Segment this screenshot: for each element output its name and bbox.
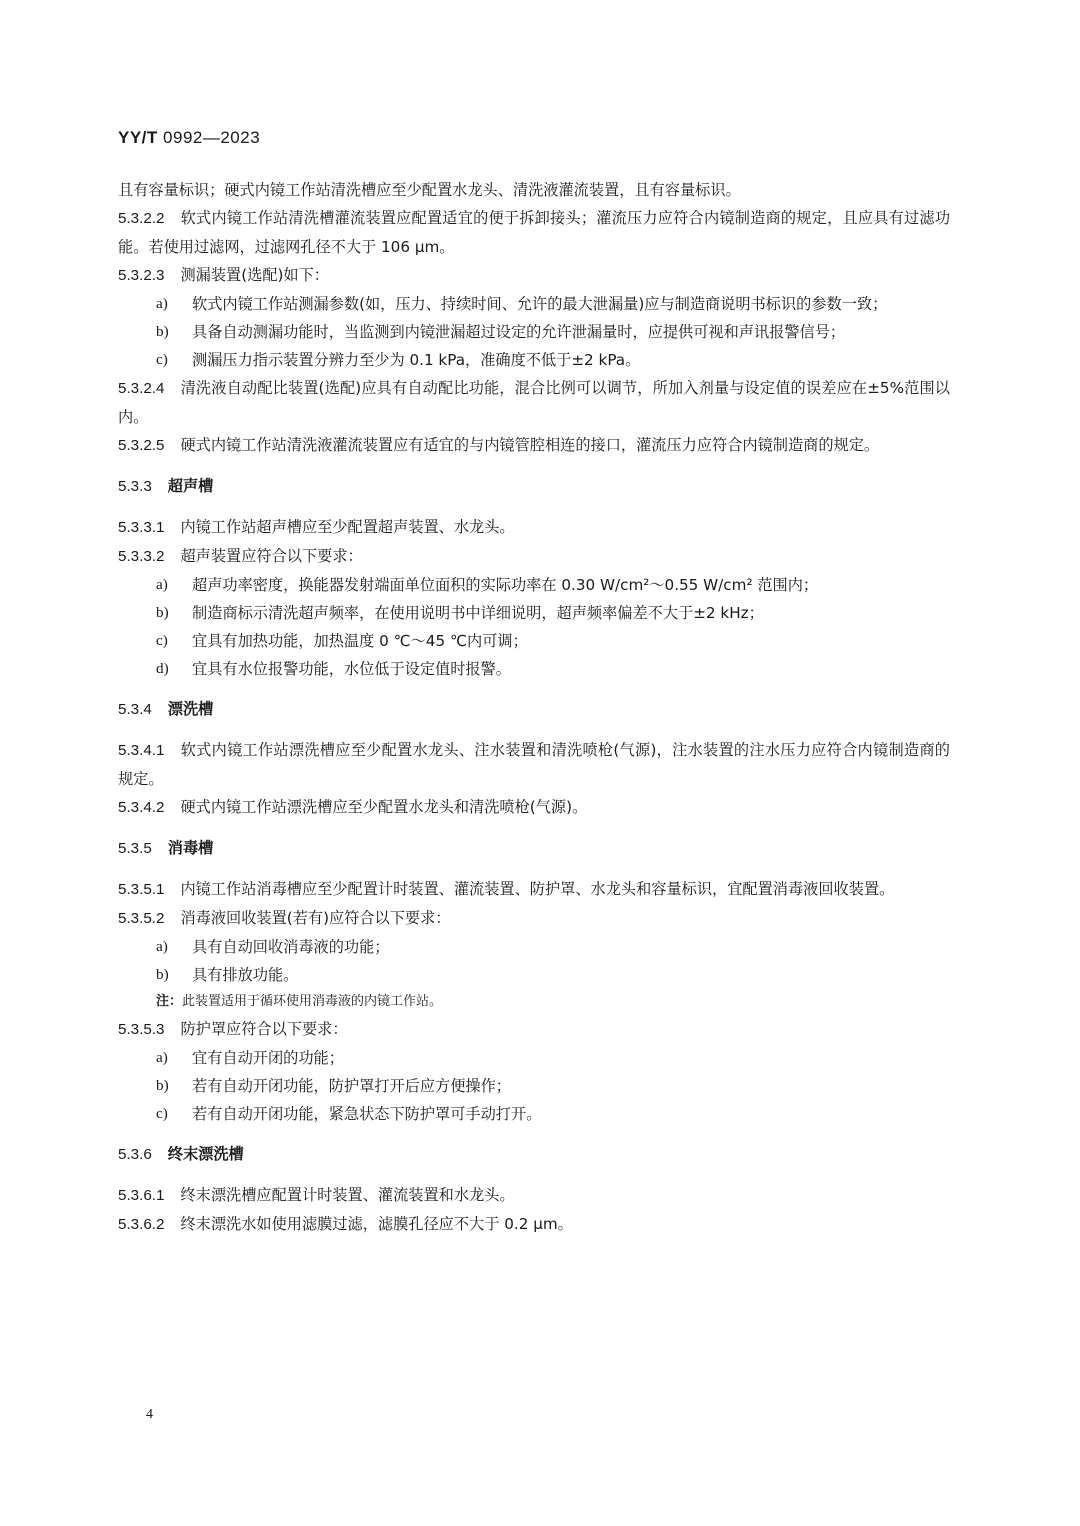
clause-paragraph: [118, 261, 950, 290]
clause-text: 防护罩应符合以下要求：: [180, 1020, 348, 1038]
list-item-text: 软式内镜工作站测漏参数(如，压力、持续时间、允许的最大泄漏量)应与制造商说明书标识的参数一致；: [192, 295, 888, 313]
section-heading: [118, 1140, 950, 1169]
clause-number: 5.3.3.1: [118, 519, 165, 536]
standard-code: YY/T: [118, 128, 158, 147]
list-item-text: 若有自动开闭功能，紧急状态下防护罩可手动打开。: [192, 1105, 542, 1123]
list-item-text: 具备自动测漏功能时，当监测到内镜泄漏超过设定的允许泄漏量时，应提供可视和声讯报警信号；: [192, 323, 846, 341]
section-heading: [118, 472, 950, 501]
clause-text: 终末漂洗水如使用滤膜过滤，滤膜孔径应不大于 0.2 μm。: [180, 1215, 573, 1233]
list-item-text: 超声功率密度，换能器发射端面单位面积的实际功率在 0.30 W/cm²～0.55 W/cm² 范围内；: [192, 576, 819, 594]
standard-number: 0992—2023: [163, 128, 261, 147]
list-item: [156, 961, 950, 989]
clause-number: 5.3.2.4: [118, 380, 165, 397]
clause-text: 清洗液自动配比装置(选配)应具有自动配比功能，混合比例可以调节，所加入剂量与设定值的误差应在±5%范围以内。: [118, 379, 950, 426]
list-item-marker: c): [156, 632, 168, 649]
note-label: 注：: [156, 994, 183, 1009]
list-item: [156, 1044, 950, 1072]
document-body: [118, 176, 950, 1239]
clause-number: 5.3.2.2: [118, 210, 165, 227]
clause-number: 5.3.3.2: [118, 548, 165, 565]
clause-paragraph: [118, 513, 950, 542]
clause-text: 内镜工作站超声槽应至少配置超声装置、水龙头。: [180, 518, 515, 536]
clause-number: 5.3.4.1: [118, 742, 165, 759]
clause-number: 5.3.5.3: [118, 1021, 165, 1038]
section-number: 5.3.5: [118, 840, 152, 857]
list-item-text: 宜有自动开闭的功能；: [192, 1049, 344, 1067]
clause-paragraph: [118, 1210, 950, 1239]
list-item-text: 具有自动回收消毒液的功能；: [192, 938, 390, 956]
section-title: 终末漂洗槽: [167, 1145, 244, 1163]
page-number: 4: [146, 1407, 153, 1422]
section-number: 5.3.3: [118, 478, 152, 495]
list-item-marker: a): [156, 938, 168, 955]
list-item: [156, 655, 950, 683]
list-item-text: 若有自动开闭功能，防护罩打开后应方便操作；: [192, 1077, 511, 1095]
clause-paragraph: [118, 904, 950, 933]
clause-number: 5.3.2.5: [118, 437, 165, 454]
clause-paragraph: [118, 736, 950, 793]
list-item-text: 宜具有水位报警功能，水位低于设定值时报警。: [192, 660, 511, 678]
list-item: [156, 599, 950, 627]
clause-paragraph: [118, 431, 950, 460]
clause-text: 硬式内镜工作站漂洗槽应至少配置水龙头和清洗喷枪(气源)。: [180, 798, 588, 816]
clause-number: 5.3.6.1: [118, 1187, 165, 1204]
list-item: [156, 1100, 950, 1128]
clause-paragraph: [118, 542, 950, 571]
clause-text: 消毒液回收装置(若有)应符合以下要求：: [180, 909, 451, 927]
list-item-marker: a): [156, 576, 168, 593]
clause-number: 5.3.2.3: [118, 267, 165, 284]
clause-text: 硬式内镜工作站清洗液灌流装置应有适宜的与内镜管腔相连的接口，灌流压力应符合内镜制造商的规定。: [180, 436, 880, 454]
clause-paragraph: [118, 1181, 950, 1210]
list-item-marker: d): [156, 660, 169, 677]
list-item: [156, 933, 950, 961]
clause-text: 测漏装置(选配)如下：: [180, 266, 329, 284]
section-heading: [118, 834, 950, 863]
note-text: 此装置适用于循环使用消毒液的内镜工作站。: [182, 994, 443, 1009]
section-number: 5.3.4: [118, 701, 152, 718]
list-item-text: 宜具有加热功能，加热温度 0 ℃～45 ℃内可调；: [192, 632, 528, 650]
list-item-text: 具有排放功能。: [192, 966, 299, 984]
clause-number: 5.3.5.1: [118, 881, 165, 898]
list-item-marker: b): [156, 323, 169, 340]
section-title: 消毒槽: [167, 839, 214, 857]
clause-text: 终末漂洗槽应配置计时装置、灌流装置和水龙头。: [180, 1186, 515, 1204]
note: [156, 989, 950, 1015]
page-header: [118, 128, 260, 148]
list-item: [156, 346, 950, 374]
section-number: 5.3.6: [118, 1146, 152, 1163]
clause-paragraph: [118, 1015, 950, 1044]
list-item-marker: b): [156, 1077, 169, 1094]
list-item: [156, 571, 950, 599]
list-item: [156, 627, 950, 655]
clause-paragraph: [118, 793, 950, 822]
list-item-marker: c): [156, 1105, 168, 1122]
clause-paragraph: [118, 176, 950, 204]
clause-text: 软式内镜工作站清洗槽灌流装置应配置适宜的便于拆卸接头；灌流压力应符合内镜制造商的规定，且应具有过滤功能。若使用过滤网，过滤网孔径不大于 106 μm。: [118, 209, 950, 256]
clause-number: 5.3.6.2: [118, 1216, 165, 1233]
clause-paragraph: [118, 204, 950, 261]
list-item: [156, 290, 950, 318]
section-heading: [118, 695, 950, 724]
clause-number: 5.3.4.2: [118, 799, 165, 816]
list-item-marker: c): [156, 351, 168, 368]
clause-text: 内镜工作站消毒槽应至少配置计时装置、灌流装置、防护罩、水龙头和容量标识，宜配置消毒液回收装置。: [180, 880, 895, 898]
clause-text: 超声装置应符合以下要求：: [180, 547, 363, 565]
clause-text: 且有容量标识；硬式内镜工作站清洗槽应至少配置水龙头、清洗液灌流装置，且有容量标识。: [118, 181, 741, 199]
list-item-marker: a): [156, 1049, 168, 1066]
section-title: 超声槽: [167, 477, 214, 495]
list-item-marker: b): [156, 966, 169, 983]
clause-number: 5.3.5.2: [118, 910, 165, 927]
list-item-marker: b): [156, 604, 169, 621]
list-item-text: 制造商标示清洗超声频率，在使用说明书中详细说明，超声频率偏差不大于±2 kHz；: [192, 604, 764, 622]
section-title: 漂洗槽: [167, 700, 214, 718]
clause-paragraph: [118, 875, 950, 904]
list-item-text: 测漏压力指示装置分辨力至少为 0.1 kPa，准确度不低于±2 kPa。: [192, 351, 641, 369]
clause-text: 软式内镜工作站漂洗槽应至少配置水龙头、注水装置和清洗喷枪(气源)，注水装置的注水压力应符合内镜制造商的规定。: [118, 741, 950, 788]
list-item: [156, 1072, 950, 1100]
list-item: [156, 318, 950, 346]
list-item-marker: a): [156, 295, 168, 312]
clause-paragraph: [118, 374, 950, 431]
